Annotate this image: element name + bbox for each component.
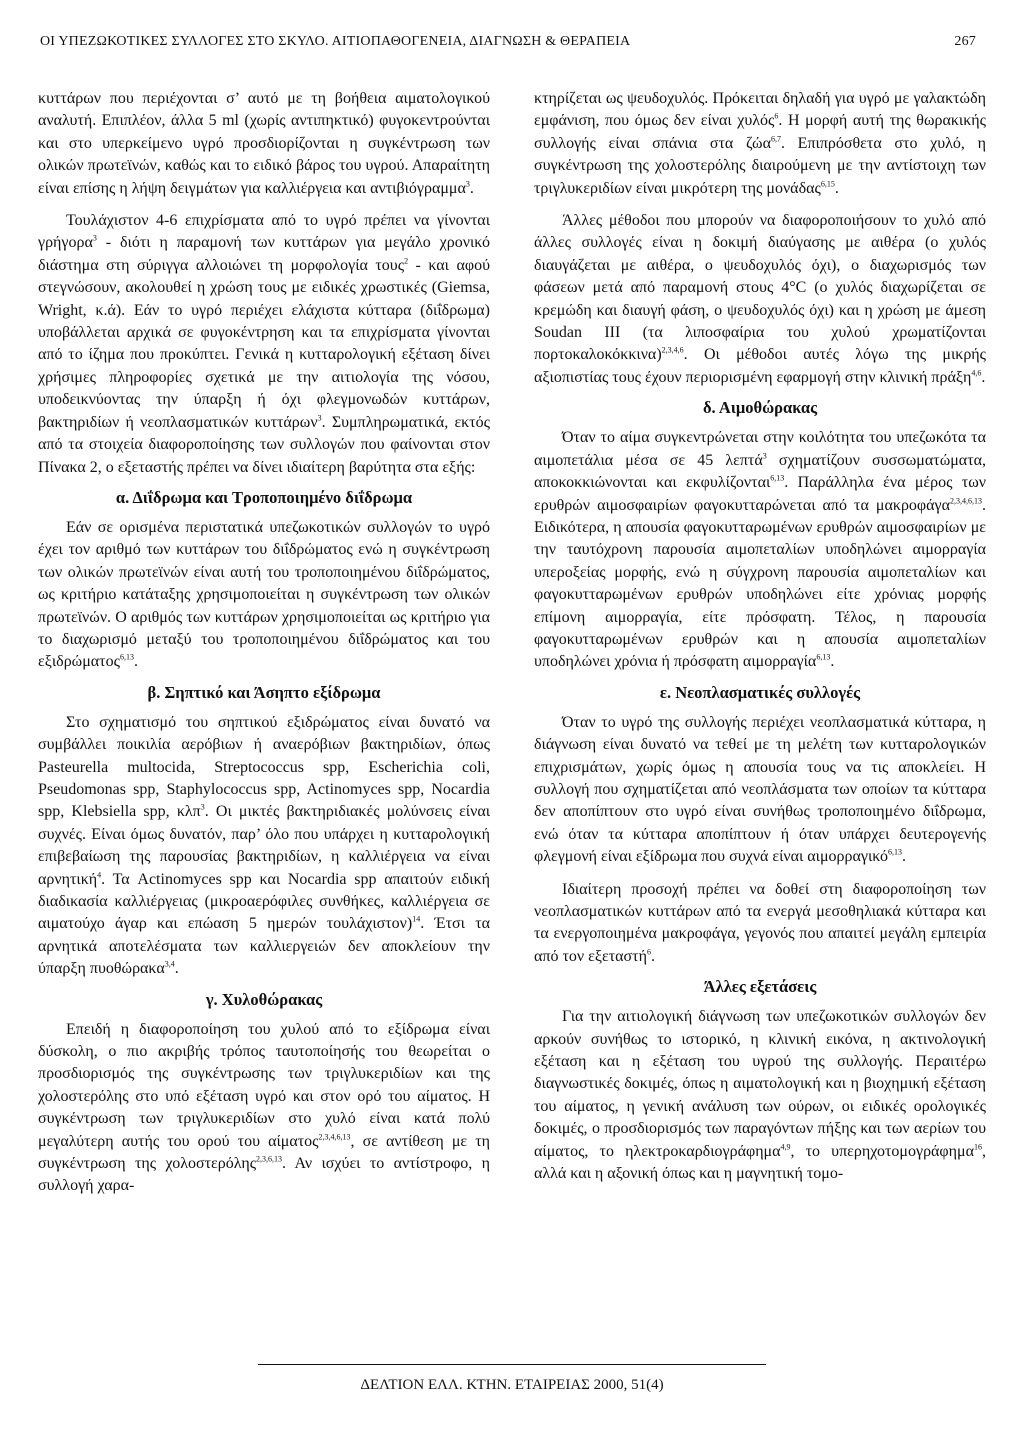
paragraph: Όταν το αίμα συγκεντρώνεται στην κοιλότητα του υπεζωκότα τα αιμοπετάλια μέσα σε 45 λεπτά$^3$ σχηματίζουν συσσωματώματα, αποκοκκιώνονται και εκφυλίζονται$^{6,13}$. Παράλληλα ένα μέρος των ερυθρών αιμοσφαιρίων φαγοκυτταρώνεται από τα μακροφάγα$^{2,3,4,6,13}$. Ειδικότερα, η απουσία φαγοκυτταρωμένων ερυθρών αιμοσφαιρίων με την ταυτόχρονη παρουσία αιμοπεταλίων υποδηλώνει αιμορραγία υπεροξείας μορφής, ενώ η σύγχρονη παρουσία αιμοπεταλίων και φαγοκυτταρωμένων ερυθρών υποδηλώνει είτε χρόνιας μορφής επίμονη αιμορραγία, είτε πρόσφατη. Τέλος, η παρουσία φαγοκυτταρωμένων ερυθρών και η απουσία αιμοπεταλίων υποδηλώνει χρόνια ή πρόσφατη αιμορραγία$^{6,13}$. xyxy=(534,429,987,671)
paragraph: Επειδή η διαφοροποίηση του χυλού από το εξίδρωμα είναι δύσκολη, ο πιο ακριβής τρόπος ταυτοποίησής του θεωρείται ο προσδιορισμός της συγκέντρωσης των τριγλυκεριδίων και της χολοστερόλης στο υπό εξέταση υγρό και στον ορό του αίματος. Η συγκέντρωση των τριγλυκεριδίων στο χυλό είναι κατά πολύ μεγαλύτερη αυτής του ορού του αίματος$^{2,3,4,6,13}$, σε αντίθεση με τη συγκέντρωση της χολοστερόλης$^{2,3,6,13}$. Αν ισχύει το αντίστροφο, η συλλογή χαρα- xyxy=(38,1020,490,1195)
right-column xyxy=(534,88,986,1185)
section-heading: ε. Νεοπλασματικές συλλογές xyxy=(659,682,861,702)
paragraph: Τουλάχιστον 4-6 επιχρίσματα από το υγρό πρέπει να γίνονται γρήγορα$^3$ - διότι η παραμονή των κυττάρων για μεγάλο χρονικό διάστημα στη σύριγγα αλλοιώνει τη μορφολογία τους$^2$ - και αφού στεγνώσουν, ακολουθεί η χρώση τους με ειδικές χρωστικές (Giemsa, Wright, κ.ά). Εάν το υγρό περιέχει ελάχιστα κύτταρα (διΐδρωμα) υποβάλλεται αρχικά σε φυγοκέντρηση και τα επιχρίσματα γίνονται από το ίζημα που προκύπτει. Γενικά η κυτταρολογική εξέταση δίνει χρήσιμες πληροφορίες σχετικά με την αιτιολογία της νόσου, υποδεικνύοντας την ύπαρξη ή όχι φλεγμονωδών κυττάρων, βακτηριδίων ή νεοπλασματικών κυττάρων$^3$. Συμπληρωματικά, εκτός από τα στοιχεία διαφοροποίησης των συλλογών που φαίνονται στον Πίνακα 2, ο εξεταστής πρέπει να δίνει ιδιαίτερη βαρύτητα στα εξής: xyxy=(38,212,490,476)
left-column xyxy=(38,88,490,1198)
paragraph: Ιδιαίτερη προσοχή πρέπει να δοθεί στη διαφοροποίηση των νεοπλασματικών κυττάρων από τα ενεργά μεσοθηλιακά κύτταρα και τα ενεργοποιημένα μακροφάγα, γεγονός που απαιτεί μεγάλη εμπειρία από τον εξεταστή$^6$. xyxy=(534,880,986,965)
paragraph: Στο σχηματισμό του σηπτικού εξιδρώματος είναι δυνατό να συμβάλλει ποικιλία αερόβιων ή αναερόβιων βακτηριδίων, όπως Pasteurella multocida, Streptococcus spp, Escherichia coli, Pseudomonas spp, Staphylococcus spp, Actinomyces spp, Nocardia spp, Klebsiella spp, κλπ$^3$. Οι μικτές βακτηριδιακές μολύνσεις είναι συχνές. Είναι όμως δυνατόν, παρ’ όλο που υπάρχει η κυτταρολογική επιβεβαίωση της παρουσίας βακτηριδίων, η καλλιέργεια να είναι αρνητική$^4$. Τα Actinomyces spp και Nocardia spp απαιτούν ειδική διαδικασία καλλιέργειας (μικροαερόφιλες συνθήκες, καλλιέργεια σε αιματούχο άγαρ και επώαση 5 ημερών τουλάχιστον)$^{14}$. Έτσι τα αρνητικά αποτελέσματα των καλλιεργειών δεν αποκλείουν την ύπαρξη πυοθώρακα$^{3,4}$. xyxy=(38,713,491,978)
section-heading: γ. Χυλοθώρακας xyxy=(205,989,323,1009)
paragraph: Για την αιτιολογική διάγνωση των υπεζωκοτικών συλλογών δεν αρκούν συνήθως το ιστορικό, η κλινική εικόνα, η ακτινολογική εξέταση και η εξέταση του υγρού της συλλογής. Περαιτέρω διαγνωστικές δοκιμές, όπως η αιματολογική και η βιοχημική εξέταση του αίματος, η γενική ανάλυση των ούρων, οι ειδικές ορολογικές δοκιμές, ο προσδιορισμός των παραγόντων πήξης και των αερίων του αίματος, το ηλεκτροκαρδιογράφημα$^{4,9}$, το υπερηχοτομογράφημα$^{16}$, αλλά και η αξονική όπως και η μαγνητική τομο- xyxy=(534,1008,986,1183)
paragraph: κυττάρων που περιέχονται σ’ αυτό με τη βοήθεια αιματολογικού αναλυτή. Επιπλέον, άλλα 5 ml (χωρίς αντιπηκτικό) φυγοκεντρούνται και στο υπερκείμενο υγρό προσδιορίζονται η συγκέντρωση των ολικών πρωτεϊνών, καθώς και το ειδικό βάρος του υγρού. Απαραίτητη είναι επίσης η λήψη δειγμάτων για καλλιέργεια και αντιβιόγραμμα$^3$. xyxy=(38,90,490,197)
footer-divider xyxy=(258,1364,766,1365)
section-heading: Άλλες εξετάσεις xyxy=(703,977,817,997)
running-title: ΟΙ ΥΠΕΖΩΚΟΤΙΚΕΣ ΣΥΛΛΟΓΕΣ ΣΤΟ ΣΚΥΛΟ. ΑΙΤΙΟΠΑΘΟΓΕΝΕΙΑ, ΔΙΑΓΝΩΣΗ & ΘΕΡΑΠΕΙΑ xyxy=(40,34,631,49)
paragraph: Όταν το υγρό της συλλογής περιέχει νεοπλασματικά κύτταρα, η διάγνωση είναι δυνατό να τεθεί με τη μελέτη των κυτταρολογικών επιχρισμάτων, χωρίς όμως η απουσία τους να τις αποκλείει. Η συλλογή που σχηματίζεται από νεοπλάσματα των οποίων τα κύτταρα δεν αποπίπτουν στο υγρό είναι συνήθως τροποποιημένο διΐδρωμα, ενώ όταν τα κύτταρα αποπίπτουν ή όταν υπάρχει δευτερογενής φλεγμονή είναι εξίδρωμα που συχνά είναι αιμορραγικό$^{6,13}$. xyxy=(534,713,986,866)
paragraph: Εάν σε ορισμένα περιστατικά υπεζωκοτικών συλλογών το υγρό έχει τον αριθμό των κυττάρων του διΐδρώματος ενώ η συγκέντρωση των ολικών πρωτεϊνών είναι αυτή του τροποποιημένου διΐδρώματος, ως κριτήριο κατάταξης χρησιμοποιείται η συγκέντρωση των ολικών πρωτεϊνών. Ο αριθμός των κυττάρων χρησιμοποιείται ως κριτήριο για το διαχωρισμό μεταξύ του τροποποιημένου διΐδρώματος και του εξιδρώματος$^{6,13}$. xyxy=(38,518,490,671)
section-heading: β. Σηπτικό και Άσηπτο εξίδρωμα xyxy=(147,682,381,702)
page-number: 267 xyxy=(954,34,976,49)
paragraph: Άλλες μέθοδοι που μπορούν να διαφοροποιήσουν το χυλό από άλλες συλλογές είναι η δοκιμή διαύγασης με αιθέρα (ο χυλός διαυγάζεται με αιθέρα, ο ψευδοχυλός όχι), ο διαχωρισμός των φάσεων μετά από παραμονή στους 4°C (ο χυλός διαχωρίζεται σε κρεμώδη και διαυγή φάση, ο ψευδοχυλός όχι) και η χρώση με άμεση Soudan III (τα λιποσφαίρια του χυλού χρωματίζονται πορτοκαλοκόκκινα)$^{2,3,4,6}$. Οι μέθοδοι αυτές λόγω της μικρής αξιοπιστίας τους έχουν περιορισμένη εφαρμογή στην κλινική πράξη$^{4,6}$. xyxy=(534,212,986,386)
section-heading: α. Διΐδρωμα και Τροποποιημένο διΐδρωμα xyxy=(115,487,413,507)
journal-footer: ΔΕΛΤΙΟΝ ΕΛΛ. ΚΤΗΝ. ΕΤΑΙΡΕΙΑΣ 2000, 51(4) xyxy=(360,1377,664,1393)
paragraph: κτηρίζεται ως ψευδοχυλός. Πρόκειται δηλαδή για υγρό με γαλακτώδη εμφάνιση, που όμως δεν είναι χυλός$^6$. Η μορφή αυτή της θωρακικής συλλογής είναι σπάνια στα ζώα$^{6,7}$. Επιπρόσθετα στο χυλό, η συγκέντρωση της χολοστερόλης διαιρούμενη με την αντίστοιχη των τριγλυκεριδίων είναι μικρότερη της μονάδας$^{6,15}$. xyxy=(534,90,986,197)
section-heading: δ. Αιμοθώρακας xyxy=(702,398,818,418)
running-header xyxy=(40,34,976,56)
